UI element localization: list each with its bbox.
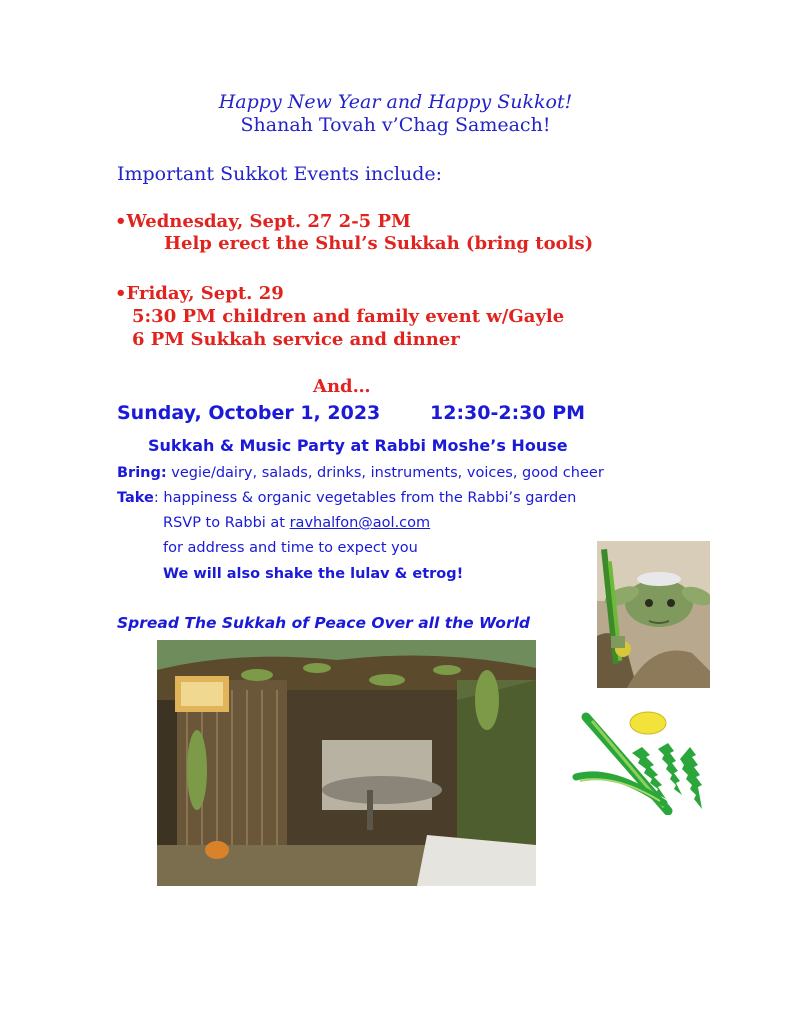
- event-1-line: Help erect the Shul’s Sukkah (bring tools): [164, 233, 594, 254]
- rsvp-email-link[interactable]: ravhalfon@aol.com: [289, 515, 431, 531]
- take-label: Take: [117, 490, 154, 506]
- events-intro: Important Sukkot Events include:: [117, 163, 443, 185]
- lulav-line: We will also shake the lulav & etrog!: [163, 566, 464, 582]
- rsvp-prefix: RSVP to Rabbi at: [163, 515, 290, 531]
- lulav-etrog-illustration: [572, 707, 713, 815]
- event-1-title: •Wednesday, Sept. 27 2-5 PM: [115, 211, 411, 232]
- rsvp-line: [163, 515, 430, 531]
- yoda-illustration: [597, 541, 710, 688]
- yoda-with-lulav-image: [597, 541, 710, 688]
- bring-line: [117, 465, 604, 481]
- rsvp-line-2: for address and time to expect you: [163, 540, 418, 556]
- main-event-date: Sunday, October 1, 2023: [117, 402, 381, 424]
- sukkah-photo: [157, 640, 536, 886]
- lulav-etrog-icon: [572, 707, 713, 815]
- greeting-line-1: Happy New Year and Happy Sukkot!: [218, 91, 573, 113]
- event-2-title: •Friday, Sept. 29: [115, 283, 284, 304]
- and-text: And…: [313, 376, 371, 397]
- bring-text: vegie/dairy, salads, drinks, instruments, voices, good cheer: [166, 465, 604, 481]
- event-2-line-1: 5:30 PM children and family event w/Gayle: [132, 306, 565, 327]
- event-2-line-2: 6 PM Sukkah service and dinner: [132, 329, 460, 350]
- bring-label: Bring:: [117, 465, 167, 481]
- take-line: [117, 490, 576, 506]
- take-text: : happiness & organic vegetables from the Rabbi’s garden: [153, 490, 577, 506]
- slogan: Spread The Sukkah of Peace Over all the World: [117, 614, 531, 632]
- sukkah-scene: [157, 640, 536, 886]
- main-event-subtitle: Sukkah & Music Party at Rabbi Moshe’s House: [148, 436, 568, 455]
- greeting-line-2: Shanah Tovah v’Chag Sameach!: [240, 114, 551, 136]
- main-event-time: 12:30-2:30 PM: [430, 402, 586, 424]
